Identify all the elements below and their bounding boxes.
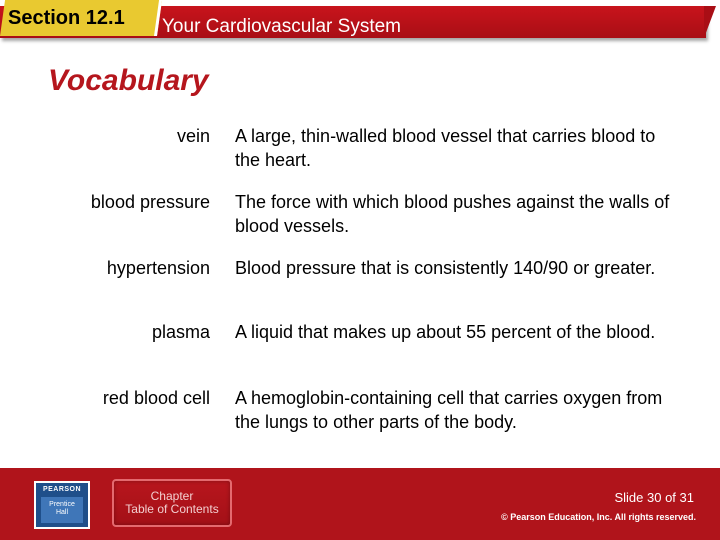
vocab-definition: A large, thin-walled blood vessel that carries blood to the heart. bbox=[235, 126, 656, 170]
section-label: Section 12.1 bbox=[8, 7, 125, 29]
vocab-definition: Blood pressure that is consistently 140/90 or greater. bbox=[235, 258, 656, 278]
copyright-notice: © Pearson Education, Inc. All rights reserved. bbox=[501, 512, 696, 522]
slide-number: Slide 30 of 31 bbox=[614, 490, 694, 505]
vocab-definition: A hemoglobin-containing cell that carries oxygen from the lungs to other parts of the body. bbox=[235, 388, 663, 432]
vocab-definition: A liquid that makes up about 55 percent of the blood. bbox=[235, 322, 656, 342]
header-bar bbox=[0, 0, 720, 40]
toc-button-label: Chapter Table of Contents bbox=[125, 489, 219, 516]
footer-bar bbox=[0, 468, 720, 540]
vocab-term: hypertension bbox=[106, 258, 210, 278]
table-of-contents-button[interactable] bbox=[112, 479, 232, 527]
logo-text: PEARSON bbox=[42, 486, 82, 493]
chapter-title: Your Cardiovascular System bbox=[162, 16, 402, 37]
vocab-term: plasma bbox=[151, 322, 210, 342]
pearson-logo bbox=[34, 481, 90, 529]
vocab-term: red blood cell bbox=[102, 388, 210, 408]
vocab-term: blood pressure bbox=[90, 192, 210, 212]
logo-subtext: Prentice Hall bbox=[49, 501, 75, 516]
prentice-hall-badge bbox=[41, 497, 83, 523]
page-title: Vocabulary bbox=[48, 64, 209, 97]
vocab-term: vein bbox=[176, 126, 210, 146]
vocab-definition: The force with which blood pushes against the walls of blood vessels. bbox=[235, 192, 670, 236]
